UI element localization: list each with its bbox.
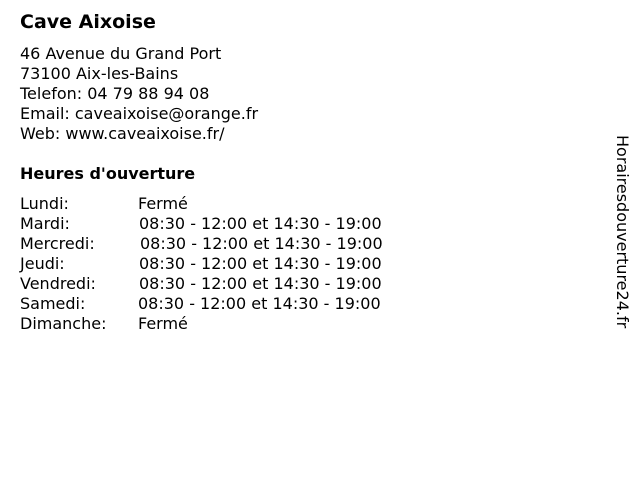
business-name: Cave Aixoise [20, 11, 156, 33]
web-line: Web: www.caveaixoise.fr/ [20, 124, 225, 143]
day-label: Vendredi: [20, 274, 96, 293]
business-card [20, 10, 383, 334]
time-value: 08:30 - 12:00 et 14:30 - 19:00 [139, 214, 382, 233]
opening-hours-heading: Heures d'ouverture [20, 164, 196, 183]
time-value: 08:30 - 12:00 et 14:30 - 19:00 [140, 234, 383, 253]
opening-hours-table [20, 194, 383, 334]
hours-row-sunday [20, 314, 258, 334]
time-value: Fermé [138, 194, 188, 213]
hours-row-thursday [20, 254, 382, 274]
hours-row-tuesday [20, 214, 382, 234]
site-watermark: Horairesdouverture24.fr [613, 135, 632, 329]
address-city: 73100 Aix-les-Bains [20, 64, 179, 83]
hours-row-friday [20, 274, 382, 294]
hours-row-monday [20, 194, 258, 214]
time-value: 08:30 - 12:00 et 14:30 - 19:00 [138, 294, 381, 313]
time-value: 08:30 - 12:00 et 14:30 - 19:00 [139, 274, 382, 293]
day-label: Mardi: [20, 214, 70, 233]
hours-row-saturday [20, 294, 381, 314]
hours-row-wednesday [20, 234, 383, 254]
address-street: 46 Avenue du Grand Port [20, 44, 222, 63]
day-label: Dimanche: [20, 314, 107, 333]
day-label: Samedi: [20, 294, 86, 313]
email-line: Email: caveaixoise@orange.fr [20, 104, 259, 123]
day-label: Lundi: [20, 194, 69, 213]
time-value: Fermé [138, 314, 188, 333]
phone-line: Telefon: 04 79 88 94 08 [20, 84, 210, 103]
day-label: Jeudi: [20, 254, 65, 273]
time-value: 08:30 - 12:00 et 14:30 - 19:00 [139, 254, 382, 273]
day-label: Mercredi: [20, 234, 95, 253]
address-block [20, 44, 258, 144]
